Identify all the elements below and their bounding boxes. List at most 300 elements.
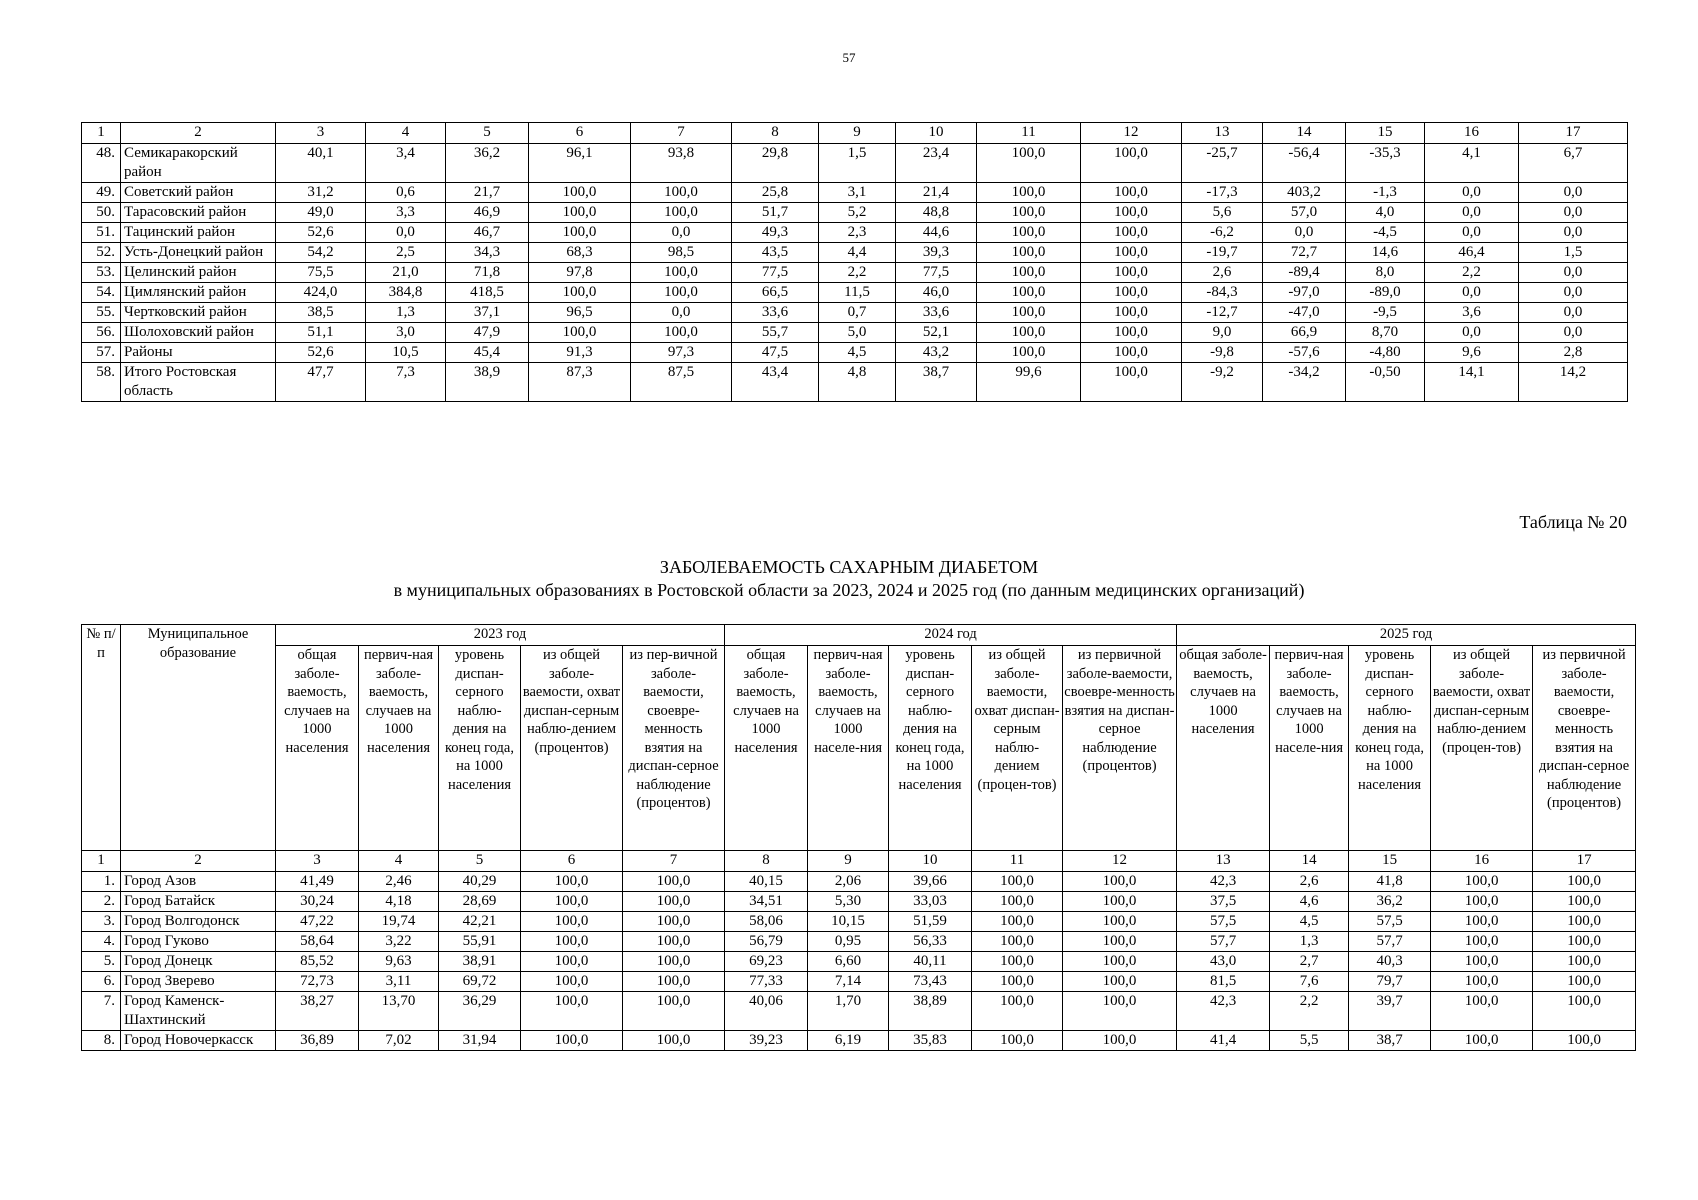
table-row <box>82 243 1628 263</box>
municipality-name: Итого Ростовская область <box>121 363 276 402</box>
header-subcolumn: общая заболе-ваемость, случаев на 1000 населения <box>725 646 808 851</box>
table-row <box>82 892 1636 912</box>
value-cell: -47,0 <box>1263 303 1346 323</box>
value-cell: 100,0 <box>631 263 732 283</box>
value-cell: 10,15 <box>808 912 889 932</box>
value-cell: 1,70 <box>808 992 889 1031</box>
table-row <box>82 952 1636 972</box>
header-year: 2025 год <box>1177 625 1636 646</box>
value-cell: 100,0 <box>623 1031 725 1051</box>
value-cell: 100,0 <box>1081 303 1182 323</box>
value-cell: 100,0 <box>521 952 623 972</box>
value-cell: -4,80 <box>1346 343 1425 363</box>
value-cell: 0,0 <box>1519 323 1628 343</box>
value-cell: 97,3 <box>631 343 732 363</box>
value-cell: 100,0 <box>1431 992 1533 1031</box>
value-cell: -35,3 <box>1346 144 1425 183</box>
value-cell: 45,4 <box>446 343 529 363</box>
value-cell: 100,0 <box>1431 952 1533 972</box>
column-number: 15 <box>1349 851 1431 872</box>
column-number: 14 <box>1270 851 1349 872</box>
value-cell: 100,0 <box>1081 203 1182 223</box>
value-cell: 4,8 <box>819 363 896 402</box>
row-number: 52. <box>82 243 121 263</box>
header-row-years <box>82 625 1636 646</box>
value-cell: 11,5 <box>819 283 896 303</box>
value-cell: 2,2 <box>1425 263 1519 283</box>
value-cell: 100,0 <box>623 872 725 892</box>
value-cell: 2,46 <box>359 872 439 892</box>
value-cell: 3,11 <box>359 972 439 992</box>
value-cell: 56,33 <box>889 932 972 952</box>
column-number: 15 <box>1346 123 1425 144</box>
column-number: 11 <box>977 123 1081 144</box>
column-number: 9 <box>819 123 896 144</box>
value-cell: 100,0 <box>1431 912 1533 932</box>
value-cell: 0,0 <box>1519 223 1628 243</box>
value-cell: 3,0 <box>366 323 446 343</box>
column-number: 12 <box>1081 123 1182 144</box>
value-cell: 100,0 <box>623 992 725 1031</box>
value-cell: 100,0 <box>972 952 1063 972</box>
column-number: 4 <box>359 851 439 872</box>
header-subcolumn: из пер-вичной заболе-ваемости, своевре-менность взятия на диспан-серное наблюдение (процентов) <box>623 646 725 851</box>
value-cell: 36,29 <box>439 992 521 1031</box>
value-cell: 9,6 <box>1425 343 1519 363</box>
value-cell: 0,0 <box>1519 183 1628 203</box>
value-cell: 100,0 <box>1431 872 1533 892</box>
column-number: 4 <box>366 123 446 144</box>
column-number: 14 <box>1263 123 1346 144</box>
column-number: 13 <box>1182 123 1263 144</box>
value-cell: 100,0 <box>1081 323 1182 343</box>
value-cell: 100,0 <box>1081 263 1182 283</box>
value-cell: 43,4 <box>732 363 819 402</box>
value-cell: 1,3 <box>1270 932 1349 952</box>
value-cell: 41,4 <box>1177 1031 1270 1051</box>
value-cell: 46,7 <box>446 223 529 243</box>
value-cell: 0,0 <box>1425 183 1519 203</box>
value-cell: 69,72 <box>439 972 521 992</box>
value-cell: 38,5 <box>276 303 366 323</box>
value-cell: -4,5 <box>1346 223 1425 243</box>
table-row <box>82 932 1636 952</box>
value-cell: 100,0 <box>977 203 1081 223</box>
value-cell: 72,7 <box>1263 243 1346 263</box>
value-cell: 97,8 <box>529 263 631 283</box>
row-number: 8. <box>82 1031 121 1051</box>
value-cell: 36,89 <box>276 1031 359 1051</box>
column-number: 1 <box>82 123 121 144</box>
column-number: 8 <box>725 851 808 872</box>
value-cell: 8,0 <box>1346 263 1425 283</box>
row-number: 3. <box>82 912 121 932</box>
value-cell: 96,5 <box>529 303 631 323</box>
municipality-name: Семикаракорский район <box>121 144 276 183</box>
column-number: 5 <box>439 851 521 872</box>
header-row-number: № п/п <box>82 625 121 851</box>
column-number: 17 <box>1533 851 1636 872</box>
value-cell: 37,5 <box>1177 892 1270 912</box>
value-cell: -25,7 <box>1182 144 1263 183</box>
value-cell: 100,0 <box>529 183 631 203</box>
column-number: 5 <box>446 123 529 144</box>
value-cell: 100,0 <box>1431 972 1533 992</box>
column-number: 7 <box>623 851 725 872</box>
value-cell: 36,2 <box>1349 892 1431 912</box>
value-cell: 9,0 <box>1182 323 1263 343</box>
value-cell: -0,50 <box>1346 363 1425 402</box>
value-cell: 35,83 <box>889 1031 972 1051</box>
value-cell: 100,0 <box>1533 892 1636 912</box>
value-cell: -12,7 <box>1182 303 1263 323</box>
value-cell: 6,60 <box>808 952 889 972</box>
value-cell: 0,0 <box>366 223 446 243</box>
value-cell: 100,0 <box>1081 243 1182 263</box>
value-cell: 100,0 <box>521 1031 623 1051</box>
value-cell: 77,33 <box>725 972 808 992</box>
value-cell: -89,4 <box>1263 263 1346 283</box>
table-row <box>82 872 1636 892</box>
value-cell: 75,5 <box>276 263 366 283</box>
value-cell: 100,0 <box>977 303 1081 323</box>
table-row <box>82 203 1628 223</box>
value-cell: 100,0 <box>631 283 732 303</box>
header-subcolumn: общая заболе-ваемость, случаев на 1000 населения <box>276 646 359 851</box>
value-cell: 100,0 <box>972 892 1063 912</box>
value-cell: 100,0 <box>623 912 725 932</box>
table-row <box>82 283 1628 303</box>
value-cell: 10,5 <box>366 343 446 363</box>
value-cell: -9,8 <box>1182 343 1263 363</box>
municipality-name: Усть-Донецкий район <box>121 243 276 263</box>
value-cell: 1,5 <box>819 144 896 183</box>
row-number: 53. <box>82 263 121 283</box>
continuation-table <box>81 122 1628 402</box>
value-cell: 100,0 <box>1533 932 1636 952</box>
value-cell: -56,4 <box>1263 144 1346 183</box>
value-cell: 100,0 <box>1533 992 1636 1031</box>
row-number: 4. <box>82 932 121 952</box>
value-cell: 100,0 <box>1081 144 1182 183</box>
municipality-name: Чертковский район <box>121 303 276 323</box>
column-number: 2 <box>121 851 276 872</box>
value-cell: -1,3 <box>1346 183 1425 203</box>
value-cell: 0,0 <box>631 223 732 243</box>
value-cell: 2,8 <box>1519 343 1628 363</box>
row-number: 55. <box>82 303 121 323</box>
value-cell: 39,7 <box>1349 992 1431 1031</box>
page-number: 57 <box>842 50 856 65</box>
value-cell: 100,0 <box>529 223 631 243</box>
value-cell: 81,5 <box>1177 972 1270 992</box>
municipality-name: Город Гуково <box>121 932 276 952</box>
value-cell: 0,0 <box>1263 223 1346 243</box>
column-number: 9 <box>808 851 889 872</box>
value-cell: 100,0 <box>1533 972 1636 992</box>
value-cell: 100,0 <box>529 323 631 343</box>
value-cell: 418,5 <box>446 283 529 303</box>
header-subcolumn: общая заболе-ваемость, случаев на 1000 населения <box>1177 646 1270 851</box>
column-number: 10 <box>896 123 977 144</box>
column-number: 11 <box>972 851 1063 872</box>
header-subcolumn: из общей заболе-ваемости, охват диспан-серным наблю-дением (процентов) <box>521 646 623 851</box>
value-cell: 71,8 <box>446 263 529 283</box>
value-cell: 23,4 <box>896 144 977 183</box>
value-cell: 100,0 <box>1063 872 1177 892</box>
value-cell: 85,52 <box>276 952 359 972</box>
value-cell: 5,0 <box>819 323 896 343</box>
value-cell: 46,0 <box>896 283 977 303</box>
value-cell: 21,4 <box>896 183 977 203</box>
value-cell: 30,24 <box>276 892 359 912</box>
value-cell: 100,0 <box>1081 223 1182 243</box>
value-cell: 38,91 <box>439 952 521 972</box>
value-cell: 4,4 <box>819 243 896 263</box>
value-cell: 0,0 <box>1519 283 1628 303</box>
value-cell: 403,2 <box>1263 183 1346 203</box>
value-cell: 100,0 <box>977 223 1081 243</box>
value-cell: 57,0 <box>1263 203 1346 223</box>
value-cell: 33,6 <box>732 303 819 323</box>
value-cell: 100,0 <box>1533 912 1636 932</box>
value-cell: 0,0 <box>1425 223 1519 243</box>
column-number: 12 <box>1063 851 1177 872</box>
row-number: 54. <box>82 283 121 303</box>
value-cell: 43,0 <box>1177 952 1270 972</box>
value-cell: 100,0 <box>977 243 1081 263</box>
value-cell: -9,5 <box>1346 303 1425 323</box>
value-cell: 100,0 <box>977 323 1081 343</box>
header-subcolumn: уровень диспан-серного наблю-дения на конец года, на 1000 населения <box>889 646 972 851</box>
header-subcolumn: первич-ная заболе-ваемость, случаев на 1000 населе-ния <box>1270 646 1349 851</box>
value-cell: 100,0 <box>521 892 623 912</box>
value-cell: 100,0 <box>1063 932 1177 952</box>
value-cell: 4,6 <box>1270 892 1349 912</box>
table-row <box>82 912 1636 932</box>
table-row <box>82 992 1636 1031</box>
header-subcolumn: из общей заболе-ваемости, охват диспан-серным наблю-дением (процен-тов) <box>1431 646 1533 851</box>
value-cell: -6,2 <box>1182 223 1263 243</box>
value-cell: 79,7 <box>1349 972 1431 992</box>
value-cell: 100,0 <box>521 972 623 992</box>
value-cell: 3,1 <box>819 183 896 203</box>
column-number: 1 <box>82 851 121 872</box>
value-cell: 100,0 <box>1063 992 1177 1031</box>
value-cell: 100,0 <box>1533 1031 1636 1051</box>
value-cell: 21,0 <box>366 263 446 283</box>
value-cell: 87,5 <box>631 363 732 402</box>
value-cell: 7,14 <box>808 972 889 992</box>
value-cell: 48,8 <box>896 203 977 223</box>
value-cell: 384,8 <box>366 283 446 303</box>
table-title <box>0 556 1698 602</box>
value-cell: 55,7 <box>732 323 819 343</box>
value-cell: 0,0 <box>1519 203 1628 223</box>
value-cell: -89,0 <box>1346 283 1425 303</box>
municipality-name: Цимлянский район <box>121 283 276 303</box>
header-year: 2024 год <box>725 625 1177 646</box>
value-cell: 40,15 <box>725 872 808 892</box>
value-cell: 100,0 <box>972 992 1063 1031</box>
value-cell: 91,3 <box>529 343 631 363</box>
value-cell: 2,3 <box>819 223 896 243</box>
value-cell: 49,0 <box>276 203 366 223</box>
value-cell: 100,0 <box>1081 283 1182 303</box>
value-cell: 100,0 <box>1063 972 1177 992</box>
value-cell: 100,0 <box>623 952 725 972</box>
column-number: 2 <box>121 123 276 144</box>
value-cell: 100,0 <box>977 183 1081 203</box>
diabetes-morbidity-table <box>81 624 1636 1051</box>
value-cell: 100,0 <box>1081 343 1182 363</box>
value-cell: 100,0 <box>972 912 1063 932</box>
value-cell: 47,7 <box>276 363 366 402</box>
value-cell: 100,0 <box>631 323 732 343</box>
value-cell: 100,0 <box>977 343 1081 363</box>
municipality-name: Тарасовский район <box>121 203 276 223</box>
value-cell: 38,7 <box>896 363 977 402</box>
value-cell: 39,66 <box>889 872 972 892</box>
value-cell: 5,2 <box>819 203 896 223</box>
value-cell: 34,3 <box>446 243 529 263</box>
value-cell: 7,02 <box>359 1031 439 1051</box>
value-cell: 100,0 <box>631 203 732 223</box>
value-cell: 52,1 <box>896 323 977 343</box>
value-cell: -57,6 <box>1263 343 1346 363</box>
value-cell: 40,1 <box>276 144 366 183</box>
value-cell: 5,5 <box>1270 1031 1349 1051</box>
value-cell: 0,6 <box>366 183 446 203</box>
value-cell: 100,0 <box>1431 1031 1533 1051</box>
value-cell: 96,1 <box>529 144 631 183</box>
value-cell: 100,0 <box>972 872 1063 892</box>
value-cell: 42,3 <box>1177 992 1270 1031</box>
value-cell: 36,2 <box>446 144 529 183</box>
value-cell: -19,7 <box>1182 243 1263 263</box>
value-cell: 34,51 <box>725 892 808 912</box>
value-cell: 0,0 <box>1425 323 1519 343</box>
column-number: 16 <box>1425 123 1519 144</box>
value-cell: 14,2 <box>1519 363 1628 402</box>
value-cell: 38,9 <box>446 363 529 402</box>
value-cell: 43,5 <box>732 243 819 263</box>
value-cell: 4,0 <box>1346 203 1425 223</box>
value-cell: 37,1 <box>446 303 529 323</box>
value-cell: 73,43 <box>889 972 972 992</box>
value-cell: 8,70 <box>1346 323 1425 343</box>
value-cell: 3,3 <box>366 203 446 223</box>
header-subcolumn: из общей заболе-ваемости, охват диспан-серным наблю-дением (процен-тов) <box>972 646 1063 851</box>
value-cell: 3,6 <box>1425 303 1519 323</box>
header-year: 2023 год <box>276 625 725 646</box>
value-cell: 100,0 <box>529 203 631 223</box>
value-cell: 98,5 <box>631 243 732 263</box>
value-cell: 58,64 <box>276 932 359 952</box>
value-cell: 4,5 <box>819 343 896 363</box>
value-cell: 2,06 <box>808 872 889 892</box>
value-cell: 424,0 <box>276 283 366 303</box>
column-number: 6 <box>521 851 623 872</box>
value-cell: 52,6 <box>276 343 366 363</box>
value-cell: 0,7 <box>819 303 896 323</box>
value-cell: 100,0 <box>1063 952 1177 972</box>
value-cell: 0,0 <box>1519 303 1628 323</box>
value-cell: 41,8 <box>1349 872 1431 892</box>
value-cell: 42,21 <box>439 912 521 932</box>
value-cell: 31,2 <box>276 183 366 203</box>
value-cell: 40,11 <box>889 952 972 972</box>
value-cell: 100,0 <box>1081 363 1182 402</box>
value-cell: 46,9 <box>446 203 529 223</box>
value-cell: 19,74 <box>359 912 439 932</box>
value-cell: 51,59 <box>889 912 972 932</box>
row-number: 50. <box>82 203 121 223</box>
value-cell: 77,5 <box>896 263 977 283</box>
table-number-label: Таблица № 20 <box>1519 512 1627 532</box>
table-row <box>82 303 1628 323</box>
value-cell: 40,29 <box>439 872 521 892</box>
header-subcolumn: первич-ная заболе-ваемость, случаев на 1000 населе-ния <box>808 646 889 851</box>
value-cell: 1,5 <box>1519 243 1628 263</box>
value-cell: 38,7 <box>1349 1031 1431 1051</box>
value-cell: 2,6 <box>1270 872 1349 892</box>
value-cell: 100,0 <box>1063 892 1177 912</box>
column-number: 10 <box>889 851 972 872</box>
municipality-name: Город Каменск-Шахтинский <box>121 992 276 1031</box>
value-cell: -17,3 <box>1182 183 1263 203</box>
value-cell: 25,8 <box>732 183 819 203</box>
value-cell: 68,3 <box>529 243 631 263</box>
value-cell: 14,6 <box>1346 243 1425 263</box>
municipality-name: Город Новочеркасск <box>121 1031 276 1051</box>
municipality-name: Тацинский район <box>121 223 276 243</box>
value-cell: 100,0 <box>1063 912 1177 932</box>
value-cell: 0,0 <box>631 303 732 323</box>
value-cell: 47,9 <box>446 323 529 343</box>
value-cell: 1,3 <box>366 303 446 323</box>
value-cell: 100,0 <box>521 992 623 1031</box>
value-cell: 42,3 <box>1177 872 1270 892</box>
value-cell: 2,6 <box>1182 263 1263 283</box>
column-number: 3 <box>276 123 366 144</box>
value-cell: 4,1 <box>1425 144 1519 183</box>
value-cell: 100,0 <box>1431 932 1533 952</box>
value-cell: 100,0 <box>521 932 623 952</box>
value-cell: 4,18 <box>359 892 439 912</box>
value-cell: 6,7 <box>1519 144 1628 183</box>
column-number: 3 <box>276 851 359 872</box>
column-number-row <box>82 851 1636 872</box>
value-cell: 93,8 <box>631 144 732 183</box>
value-cell: 47,5 <box>732 343 819 363</box>
municipality-name: Город Зверево <box>121 972 276 992</box>
column-number: 6 <box>529 123 631 144</box>
header-municipality: Муниципальное образование <box>121 625 276 851</box>
value-cell: 47,22 <box>276 912 359 932</box>
value-cell: 43,2 <box>896 343 977 363</box>
municipality-name: Районы <box>121 343 276 363</box>
column-number: 8 <box>732 123 819 144</box>
row-number: 5. <box>82 952 121 972</box>
value-cell: -84,3 <box>1182 283 1263 303</box>
value-cell: 31,94 <box>439 1031 521 1051</box>
value-cell: 28,69 <box>439 892 521 912</box>
header-subcolumn: первич-ная заболе-ваемость, случаев на 1000 населения <box>359 646 439 851</box>
table-row <box>82 972 1636 992</box>
value-cell: 44,6 <box>896 223 977 243</box>
value-cell: 5,6 <box>1182 203 1263 223</box>
